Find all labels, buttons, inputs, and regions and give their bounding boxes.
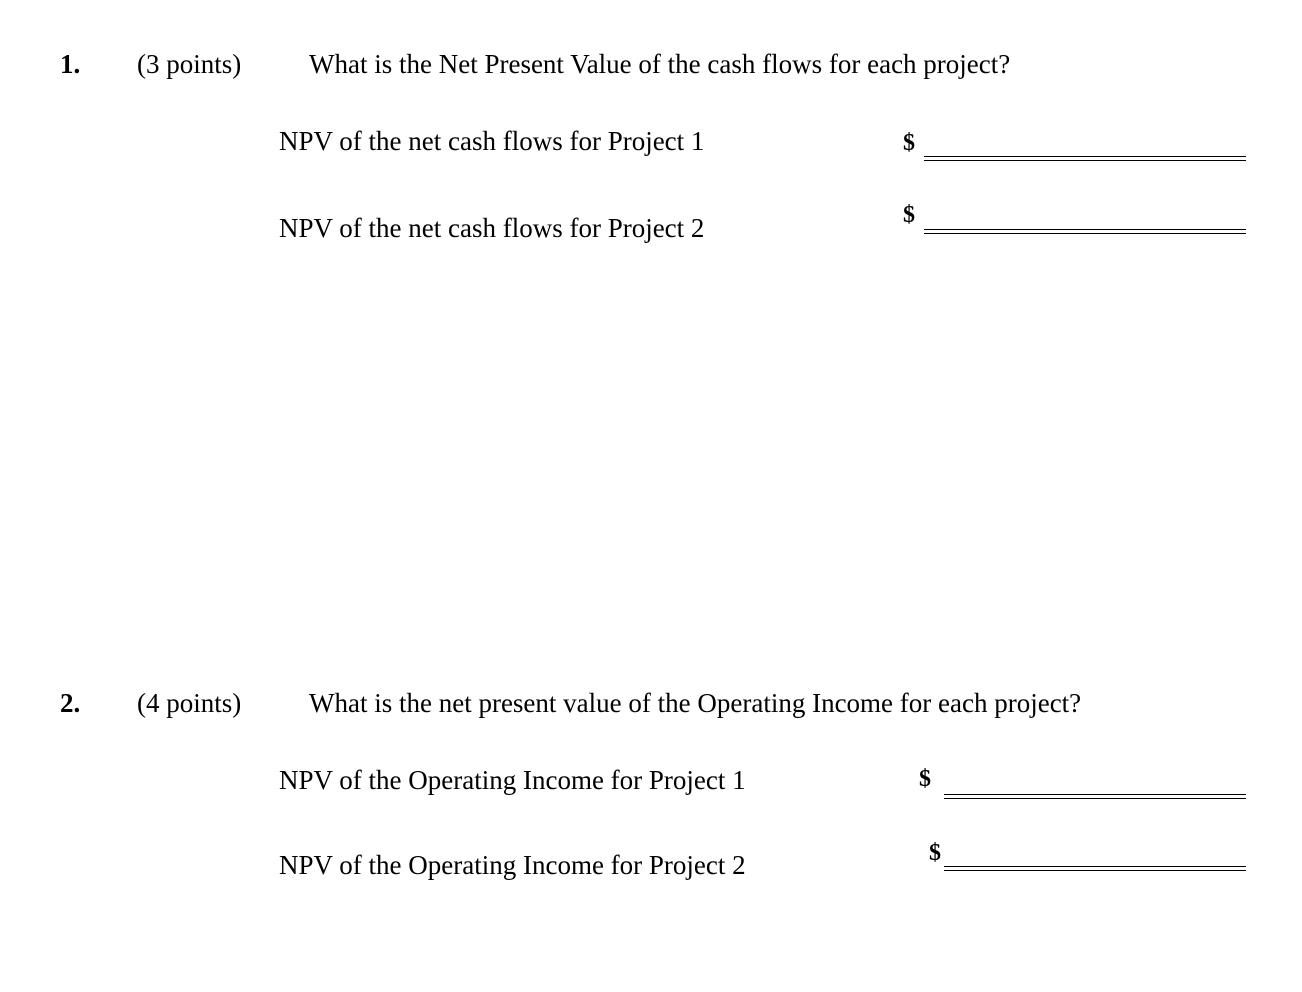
question-number: 1. xyxy=(60,49,81,79)
currency-symbol: $ xyxy=(903,130,915,156)
answer-label: NPV of the net cash flows for Project 2 xyxy=(279,213,705,243)
answer-blank-project-1-npv-operating-income[interactable] xyxy=(944,794,1246,799)
question-number: 2. xyxy=(60,688,81,718)
answer-blank-project-2-npv-operating-income[interactable] xyxy=(944,866,1246,871)
question-text: What is the Net Present Value of the cash flows for each project? xyxy=(309,49,1011,79)
answer-label: NPV of the Operating Income for Project 2 xyxy=(279,850,746,880)
answer-blank-project-1-npv-cash-flows[interactable] xyxy=(924,156,1246,161)
question-points: (3 points) xyxy=(137,49,242,79)
answer-label: NPV of the Operating Income for Project 1 xyxy=(279,765,746,795)
answer-blank-project-2-npv-cash-flows[interactable] xyxy=(924,229,1246,234)
answer-label: NPV of the net cash flows for Project 1 xyxy=(279,126,705,156)
currency-symbol: $ xyxy=(919,766,931,792)
question-points: (4 points) xyxy=(137,688,242,718)
currency-symbol: $ xyxy=(903,202,915,228)
question-text: What is the net present value of the Operating Income for each project? xyxy=(309,688,1082,718)
currency-symbol: $ xyxy=(929,840,941,866)
